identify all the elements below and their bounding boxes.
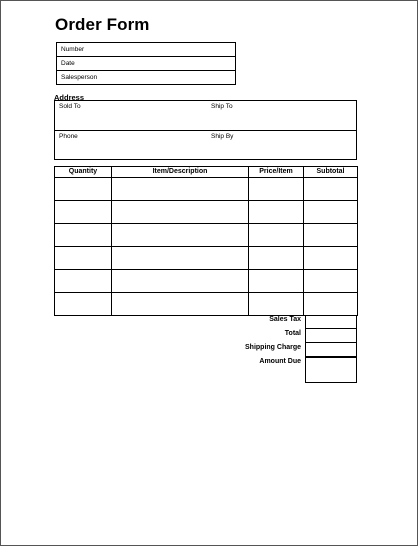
table-row <box>55 178 358 201</box>
ship-to-field[interactable]: Ship To <box>211 103 233 110</box>
phone-field[interactable]: Phone <box>59 133 78 140</box>
quantity-cell[interactable] <box>55 178 112 201</box>
price-cell[interactable] <box>249 178 304 201</box>
price-cell[interactable] <box>249 201 304 224</box>
salesperson-field[interactable]: Salesperson <box>61 74 98 81</box>
total-field[interactable] <box>305 329 357 343</box>
sold-to-field[interactable]: Sold To <box>59 103 81 110</box>
shipping-charge-label: Shipping Charge <box>245 344 301 351</box>
total-row <box>201 329 357 343</box>
quantity-cell[interactable] <box>55 293 112 316</box>
description-cell[interactable] <box>112 293 249 316</box>
subtotal-cell[interactable] <box>304 178 358 201</box>
quantity-cell[interactable] <box>55 224 112 247</box>
subtotal-cell[interactable] <box>304 293 358 316</box>
table-header-row <box>55 167 358 178</box>
address-row-contact <box>55 131 356 159</box>
quantity-cell[interactable] <box>55 270 112 293</box>
quantity-cell[interactable] <box>55 247 112 270</box>
column-header-description: Item/Description <box>112 167 249 178</box>
price-cell[interactable] <box>249 293 304 316</box>
quantity-cell[interactable] <box>55 201 112 224</box>
subtotal-cell[interactable] <box>304 201 358 224</box>
description-cell[interactable] <box>112 224 249 247</box>
table-row <box>55 201 358 224</box>
column-header-subtotal: Subtotal <box>304 167 358 178</box>
subtotal-cell[interactable] <box>304 247 358 270</box>
amount-due-row <box>201 357 357 383</box>
total-label: Total <box>284 330 301 337</box>
sales-tax-row <box>201 315 357 329</box>
address-box <box>54 100 357 160</box>
price-cell[interactable] <box>249 270 304 293</box>
number-field[interactable]: Number <box>57 43 235 57</box>
subtotal-cell[interactable] <box>304 224 358 247</box>
page-title: Order Form <box>55 15 150 34</box>
amount-due-label: Amount Due <box>259 358 301 365</box>
description-cell[interactable] <box>112 201 249 224</box>
description-cell[interactable] <box>112 178 249 201</box>
sales-tax-field[interactable] <box>305 315 357 329</box>
address-label: Address <box>54 93 85 102</box>
table-row <box>55 224 358 247</box>
column-header-price: Price/Item <box>249 167 304 178</box>
ship-by-field[interactable]: Ship By <box>211 133 234 140</box>
subtotal-cell[interactable] <box>304 270 358 293</box>
table-row <box>55 247 358 270</box>
table-row <box>55 270 358 293</box>
description-cell[interactable] <box>112 270 249 293</box>
sales-tax-label: Sales Tax <box>269 316 301 323</box>
order-info-box <box>56 42 236 85</box>
totals-section <box>201 315 357 383</box>
amount-due-field[interactable] <box>305 357 357 383</box>
order-items-table <box>54 166 358 316</box>
description-cell[interactable] <box>112 247 249 270</box>
address-row-shipping <box>55 101 356 131</box>
shipping-charge-field[interactable] <box>305 343 357 357</box>
price-cell[interactable] <box>249 247 304 270</box>
column-header-quantity: Quantity <box>55 167 112 178</box>
table-row <box>55 293 358 316</box>
date-field[interactable]: Date <box>57 57 235 71</box>
price-cell[interactable] <box>249 224 304 247</box>
shipping-charge-row <box>201 343 357 357</box>
